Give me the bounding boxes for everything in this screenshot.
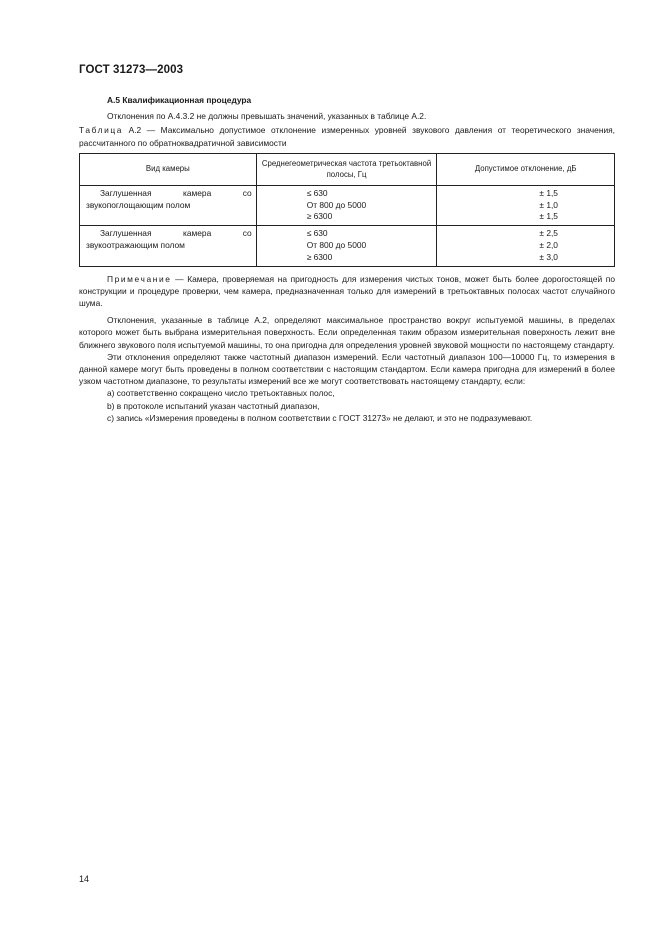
paragraph-frequency-range: Эти отклонения определяют также частотный диапазон измерений. Если частотный диапазон 100—10000 Гц, то измерения в данной камере могут быть проведены в полном соответствии с настоящим стандартом. Если камера пригодна для измерений в более узком частотном диапазоне, то результаты измерений все же могут соответствовать настоящему стандарту, если: (79, 351, 615, 387)
deviation-value: ± 1,5 (539, 187, 558, 198)
list-item: c) запись «Измерения проведены в полном соответствии с ГОСТ 31273» не делают, и это не подразумевают. (107, 412, 533, 423)
note-label: Примечание (107, 273, 172, 284)
table-header-row (80, 153, 615, 185)
cell-camera-absorbing: Заглушенная камера со звукопоглощающим полом (80, 185, 257, 225)
page-content (79, 94, 615, 424)
paragraph-measurement-space: Отклонения, указанные в таблице А.2, определяют максимальное пространство вокруг испытуемой машины, в пределах которого может быть выбрана измерительная поверхность. Если определенная таким образом измерительная поверхность лежит вне ближнего звукового поля испытуемой машины, то она пригодна для определения уровней звуковой мощности по настоящему стандарту. (79, 315, 615, 350)
freq-value: ≤ 630 (306, 187, 328, 198)
cell-deviations (437, 185, 615, 225)
header-deviation: Допустимое отклонение, дБ (437, 153, 615, 185)
table-caption-label: Таблица (79, 125, 124, 136)
table-note (79, 273, 615, 310)
deviation-value: ± 1,0 (539, 199, 558, 210)
paragraph-deviation-limit: Отклонения по А.4.3.2 не должны превышать значений, указанных в таблице А.2. (107, 111, 427, 122)
note-text: — Камера, проверяемая на пригодность для измерения чистых тонов, может быть более дорогостоящей по конструкции и процедуре проверки, чем камера, предназначенная только для измерений в третьоктавных полосах частот случайного шума. (79, 273, 615, 308)
freq-value: От 800 до 5000 (306, 240, 367, 250)
deviation-value: ± 3,0 (539, 251, 558, 262)
cell-camera-reflecting: Заглушенная камера со звукоотражающим полом (80, 226, 257, 266)
freq-value: ≤ 630 (306, 228, 328, 239)
table-caption-text: А.2 — Максимально допустимое отклонение измеренных уровней звукового давления от теоретического значения, рассчитанного по обратноквадратичной зависимости (79, 125, 615, 148)
deviation-table (79, 153, 615, 267)
deviation-value: ± 2,0 (539, 240, 558, 250)
table-caption (79, 124, 615, 148)
freq-value: От 800 до 5000 (306, 199, 367, 210)
list-item: a) соответственно сокращено число третьоктавных полос, (107, 388, 335, 399)
page-number: 14 (79, 874, 90, 884)
deviation-value: ± 1,5 (539, 211, 558, 222)
header-camera: Вид камеры (80, 153, 257, 185)
cell-frequencies (256, 226, 437, 266)
cell-frequencies (256, 185, 437, 225)
section-title: А.5 Квалификационная процедура (107, 95, 252, 105)
cell-deviations (437, 226, 615, 266)
freq-value: ≥ 6300 (306, 251, 333, 262)
deviation-value: ± 2,5 (539, 228, 558, 239)
header-frequency: Среднегеометрическая частота третьоктавной полосы, Гц (256, 153, 437, 185)
table-row (80, 226, 615, 266)
list-item: b) в протоколе испытаний указан частотный диапазон, (107, 400, 320, 411)
table-row (80, 185, 615, 225)
document-header: ГОСТ 31273—2003 (79, 64, 184, 76)
freq-value: ≥ 6300 (306, 211, 333, 222)
